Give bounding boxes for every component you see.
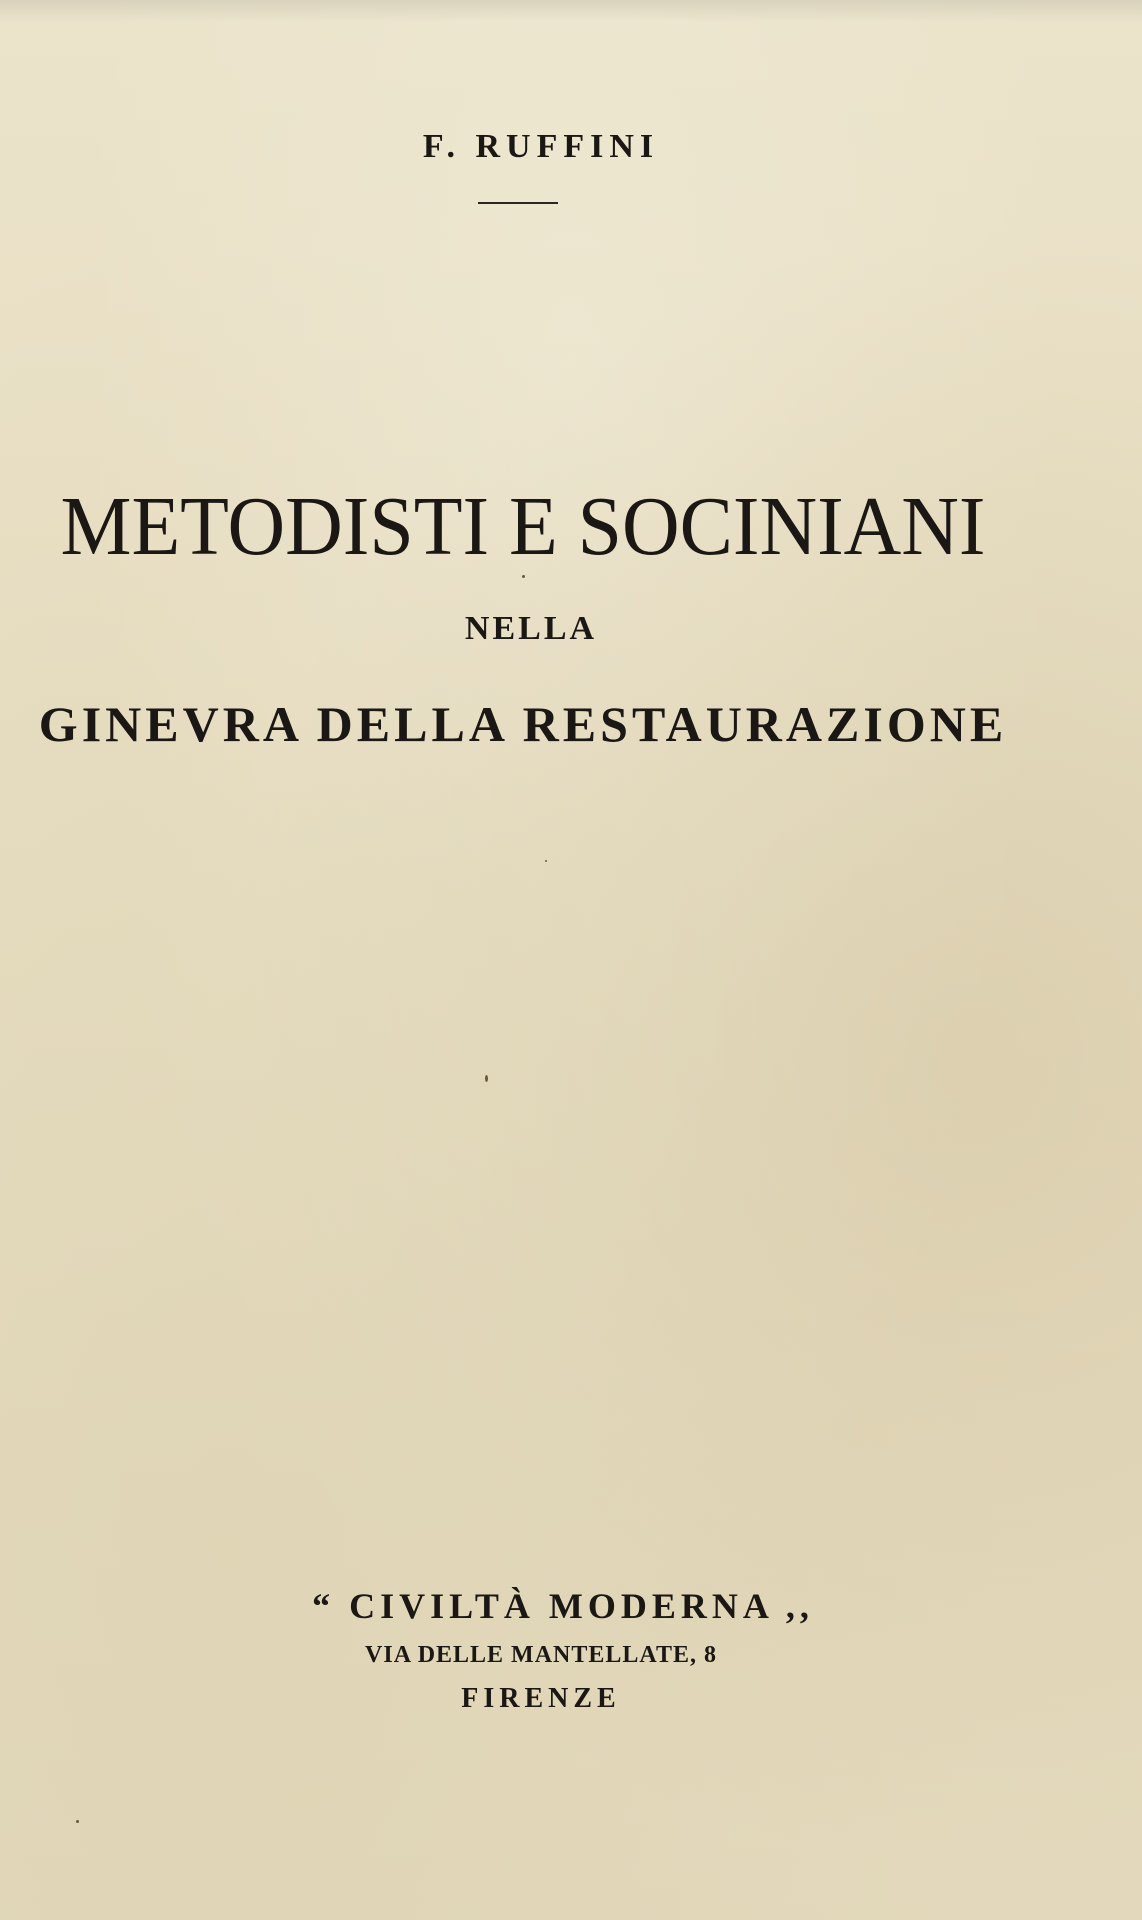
book-title: METODISTI E SOCINIANI [60, 480, 986, 573]
title-connector: NELLA [464, 610, 598, 647]
author-divider [478, 202, 558, 204]
book-subtitle: GINEVRA DELLA RESTAURAZIONE [38, 696, 1008, 752]
publisher-address: VIA DELLE MANTELLATE, 8 [365, 1642, 717, 1668]
publisher-city: FIRENZE [461, 1683, 621, 1714]
paper-speck [545, 860, 547, 862]
publisher-name: “ CIVILTÀ MODERNA ,, [312, 1586, 814, 1626]
paper-speck [76, 1820, 79, 1823]
page-top-edge [0, 0, 1142, 22]
author-name: F. RUFFINI [422, 128, 660, 165]
paper-speck [522, 575, 525, 578]
paper-speck [485, 1075, 488, 1082]
